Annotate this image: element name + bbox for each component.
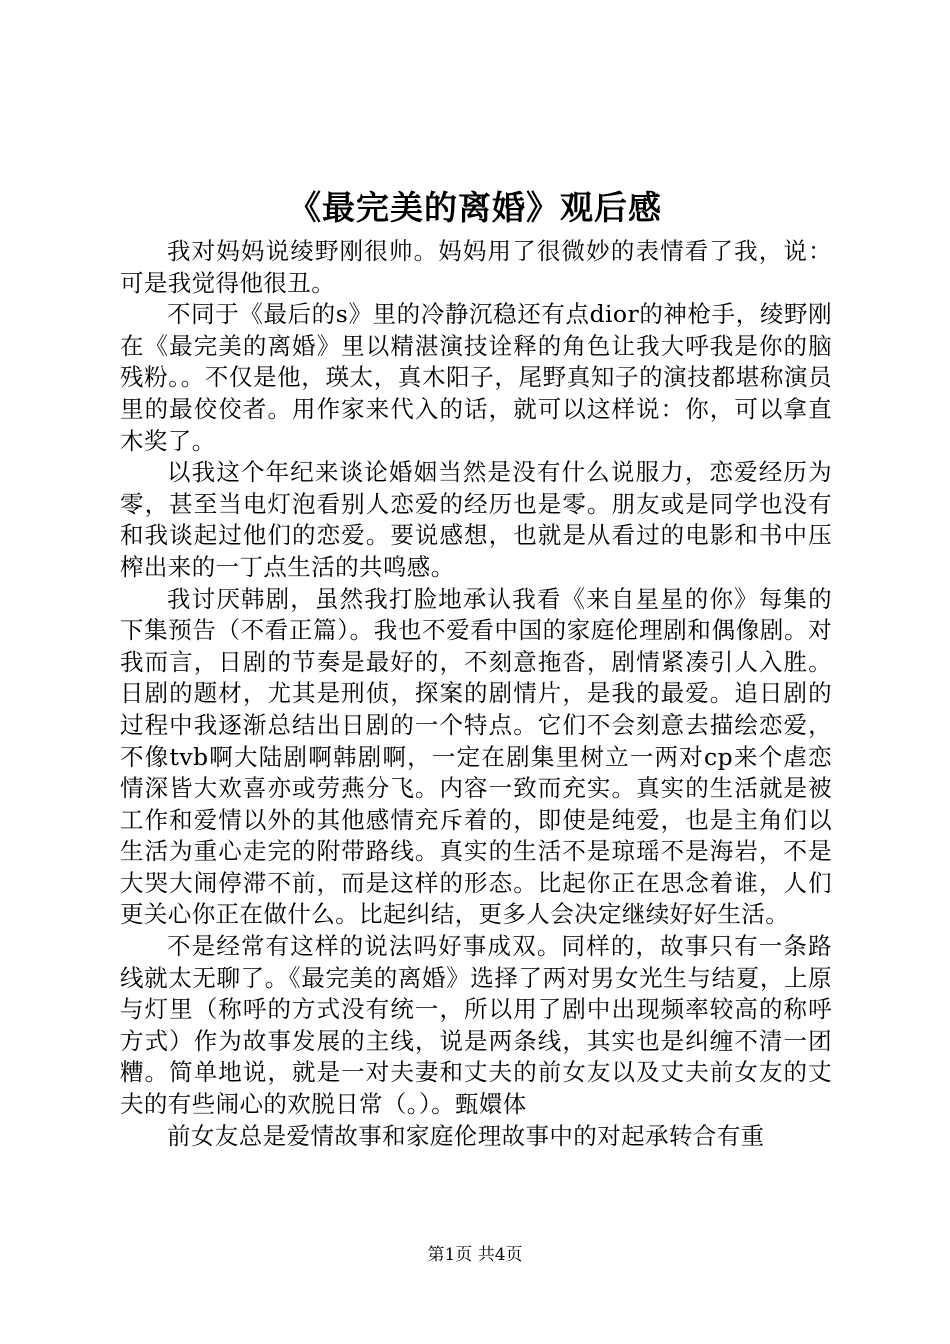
paragraph-2: 不同于《最后的s》里的冷静沉稳还有点dior的神枪手，绫野刚在《最完美的离婚》里以精湛演技诠释的角色让我大呼我是你的脑残粉。。不仅是他，瑛太，真木阳子，尾野真知子的演技都堪称演员里的最佼佼者。用作家来代入的话，就可以这样说：你，可以拿直木奖了。 (120, 300, 832, 455)
document-body (120, 236, 832, 1152)
page-number-footer: 第1页 共4页 (427, 1245, 523, 1265)
paragraph-5: 不是经常有这样的说法吗好事成双。同样的，故事只有一条路线就太无聊了。《最完美的离婚》选择了两对男女光生与结夏，上原与灯里（称呼的方式没有统一，所以用了剧中出现频率较高的称呼方式）作为故事发展的主线，说是两条线，其实也是纠缠不清一团糟。简单地说，就是一对夫妻和丈夫的前女友以及丈夫前女友的丈夫的有些闹心的欢脱日常（。）。甄嬛体 (120, 932, 832, 1119)
paragraph-4: 我讨厌韩剧，虽然我打脸地承认我看《来自星星的你》每集的下集预告（不看正篇）。我也不爱看中国的家庭伦理剧和偶像剧。对我而言，日剧的节奏是最好的，不刻意拖沓，剧情紧凑引人入胜。日剧的题材，尤其是刑侦，探案的剧情片，是我的最爱。追日剧的过程中我逐渐总结出日剧的一个特点。它们不会刻意去描绘恋爱，不像tvb啊大陆剧啊韩剧啊，一定在剧集里树立一两对cp来个虐恋情深皆大欢喜亦或劳燕分飞。内容一致而充实。真实的生活就是被工作和爱情以外的其他感情充斥着的，即使是纯爱，也是主角们以生活为重心走完的附带路线。真实的生活不是琼瑶不是海岩，不是大哭大闹停滞不前，而是这样的形态。比起你正在思念着谁，人们更关心你正在做什么。比起纠结，更多人会决定继续好好生活。 (120, 584, 832, 929)
paragraph-6: 前女友总是爱情故事和家庭伦理故事中的对起承转合有重 (167, 1121, 765, 1150)
document-title: 《最完美的离婚》观后感 (288, 188, 662, 227)
paragraph-1: 我对妈妈说绫野刚很帅。妈妈用了很微妙的表情看了我，说：可是我觉得他很丑。 (120, 237, 832, 297)
paragraph-3: 以我这个年纪来谈论婚姻当然是没有什么说服力，恋爱经历为零，甚至当电灯泡看别人恋爱的经历也是零。朋友或是同学也没有和我谈起过他们的恋爱。要说感想，也就是从看过的电影和书中压榨出来的一丁点生活的共鸣感。 (120, 458, 832, 581)
